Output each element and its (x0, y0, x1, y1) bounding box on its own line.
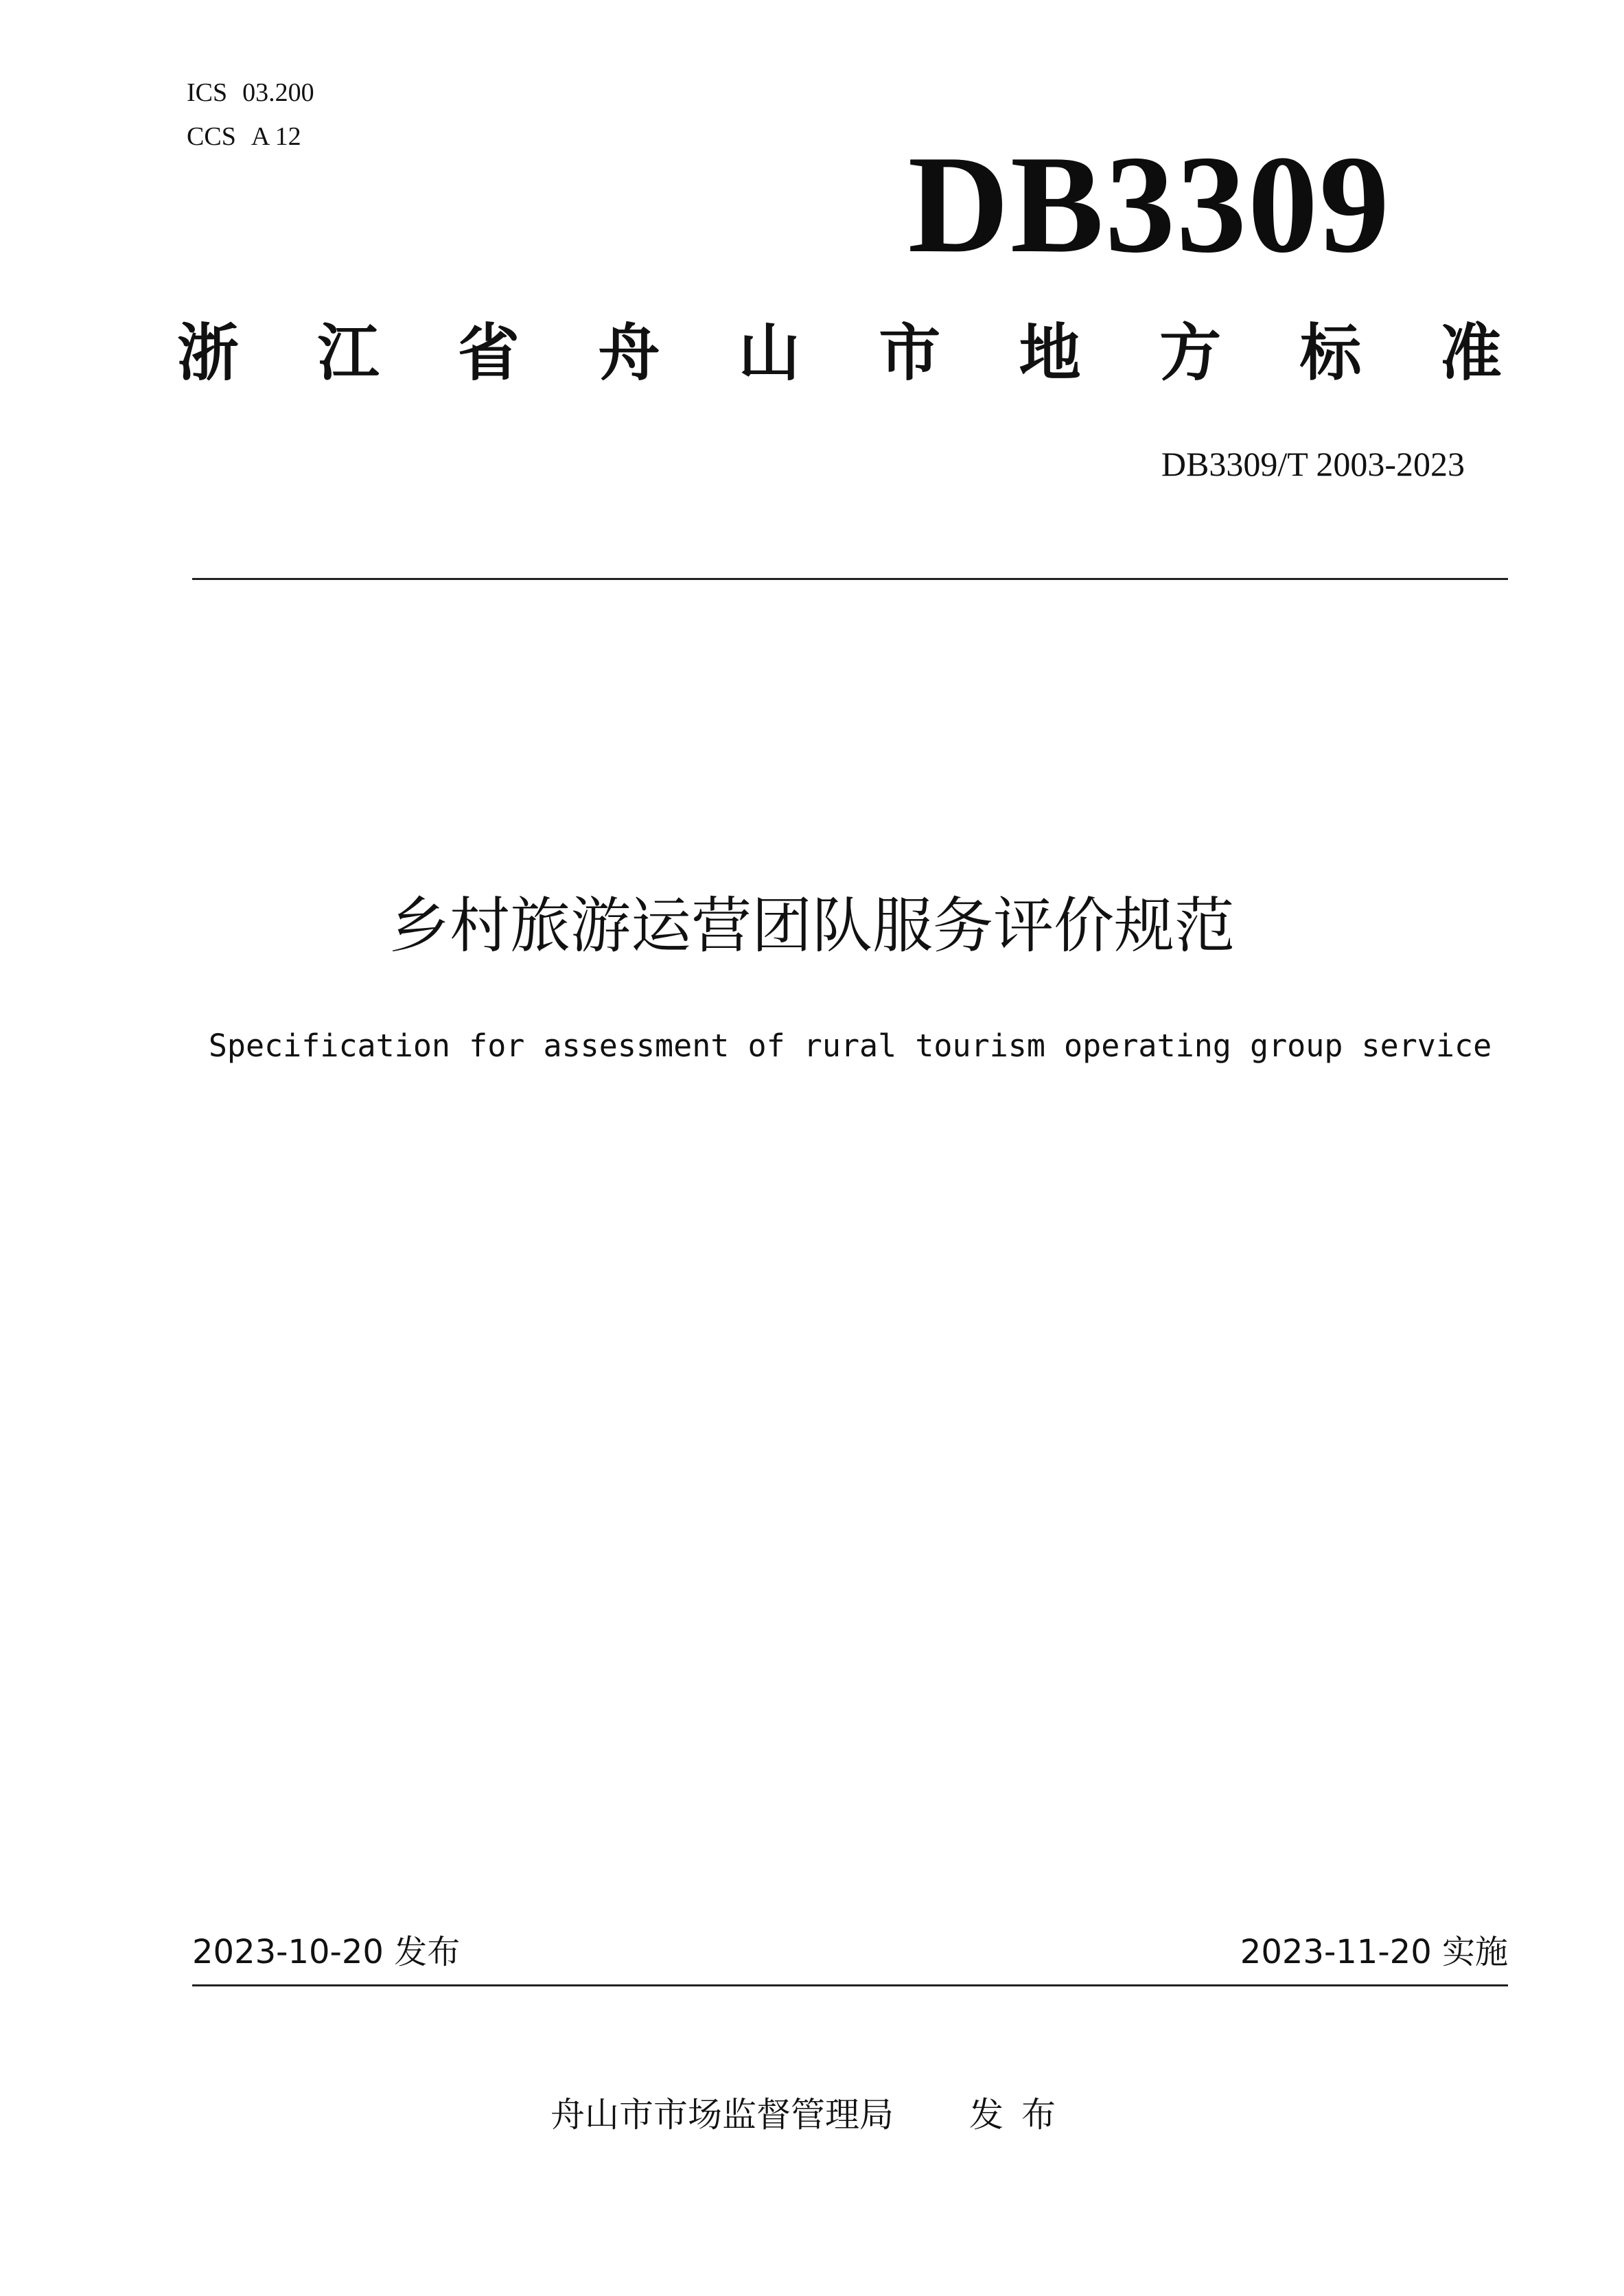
ccs-code-line (187, 121, 301, 152)
standard-kind-char: 市 (879, 317, 941, 389)
standard-number: DB3309/T 2003-2023 (1161, 445, 1465, 483)
standard-kind-char: 省 (457, 317, 520, 389)
standard-kind-char: 浙 (177, 317, 239, 389)
standard-kind-char: 方 (1159, 317, 1222, 389)
standard-kind-char: 标 (1299, 317, 1362, 389)
issue-date: 2023-10-20 发布 (192, 1933, 461, 1971)
standard-mark: DB3309 (907, 127, 1391, 282)
issuer-action: 发布 (969, 2095, 1074, 2135)
standard-kind-char: 江 (317, 317, 380, 389)
implementation-date: 2023-11-20 实施 (1240, 1933, 1508, 1971)
ics-value: 03.200 (242, 78, 314, 107)
standard-kind-char: 舟 (598, 317, 660, 389)
ics-code-line (187, 77, 314, 108)
ccs-value: A 12 (251, 122, 301, 151)
footer-divider (192, 1984, 1508, 1986)
issuer-organization: 舟山市市场监督管理局 (550, 2095, 894, 2135)
issuer-line (0, 2093, 1624, 2137)
document-title-zh: 乡村旅游运营团队服务评价规范 (388, 890, 1235, 961)
document-title-en: Specification for assessment of rural tourism operating group service (208, 1028, 1492, 1064)
header-divider (192, 578, 1508, 580)
standard-kind-char: 准 (1439, 317, 1502, 389)
standard-kind-char: 山 (738, 317, 800, 389)
standard-kind-heading (177, 316, 1502, 391)
standard-kind-char: 地 (1019, 317, 1081, 389)
ics-label: ICS (187, 78, 228, 107)
ccs-label: CCS (187, 122, 236, 151)
